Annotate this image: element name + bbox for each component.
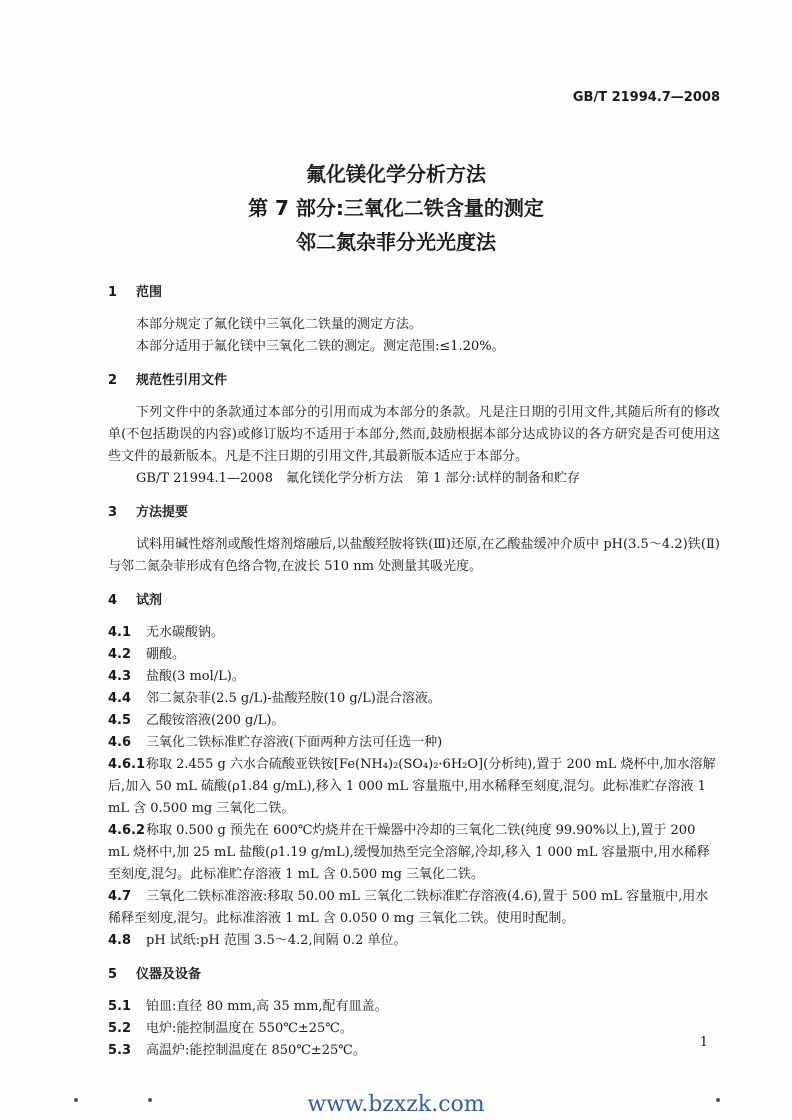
list-item: 4.2 硼酸。 [108,647,186,662]
page-number: 1 [699,1035,708,1050]
list-item: 4.7 三氧化二铁标准溶液:移取 50.00 mL 三氧化二铁标准贮存溶液(4.6),置于 500 mL 容量瓶中,用水稀释至刻度,混匀。此标准溶液 1 mL 含 0.050 0 mg 三氧化二铁。使用时配制。 [108,889,709,926]
section-heading-reagents: 4 试剂 [108,593,163,608]
paragraph: 试料用碱性熔剂或酸性熔剂熔融后,以盐酸羟胺将铁(Ⅲ)还原,在乙酸盐缓冲介质中 pH(3.5～4.2)铁(Ⅱ)与邻二氮杂菲形成有色络合物,在波长 510 nm 处测量其吸光度。 [108,537,720,574]
list-item: 4.5 乙酸铵溶液(200 g/L)。 [108,713,285,728]
section-heading-normative-references: 2 规范性引用文件 [108,373,228,388]
paragraph: 本部分规定了氟化镁中三氧化二铁量的测定方法。 [136,317,423,332]
title-line-2: 第 7 部分:三氧化二铁含量的测定 [248,196,544,220]
list-item: 4.6.2称取 0.500 g 预先在 600℃灼烧并在干燥器中冷却的三氧化二铁(纯度 99.90%以上),置于 200 mL 烧杯中,加 25 mL 盐酸(ρ1.19 g/mL),缓慢加热至完全溶解,冷却,移入 1 000 mL 容量瓶中,用水稀释至刻度,混匀。此标准贮存溶液 1 mL 含 0.500 mg 三氧化二铁。 [108,823,710,882]
watermark-link[interactable]: www.bzxzk.com [307,1092,485,1117]
reference-entry: GB/T 21994.1—2008 氟化镁化学分析方法 第 1 部分:试样的制备和贮存 [136,471,580,486]
list-item: 4.1 无水碳酸钠。 [108,625,225,640]
standard-number: GB/T 21994.7—2008 [572,90,720,105]
section-heading-apparatus: 5 仪器及设备 [108,967,202,982]
list-item: 4.4 邻二氮杂菲(2.5 g/L)-盐酸羟胺(10 g/L)混合溶液。 [108,691,441,706]
list-item: 4.3 盐酸(3 mol/L)。 [108,669,245,684]
paragraph: 本部分适用于氟化镁中三氧化二铁的测定。测定范围:≤1.20%。 [136,339,505,354]
list-item: 5.2 电炉:能控制温度在 550℃±25℃。 [108,1021,353,1036]
paragraph: 下列文件中的条款通过本部分的引用而成为本部分的条款。凡是注日期的引用文件,其随后所有的修改单(不包括勘误的内容)或修订版均不适用于本部分,然而,鼓励根据本部分达成协议的各方研究是否可使用这些文件的最新版本。凡是不注日期的引用文件,其最新版本适应于本部分。 [108,405,720,464]
section-heading-scope: 1 范围 [108,285,163,300]
document-title [0,157,792,259]
list-item: 4.6.1称取 2.455 g 六水合硫酸亚铁铵[Fe(NH₄)₂(SO₄)₂·6H₂O](分析纯),置于 200 mL 烧杯中,加水溶解后,加入 50 mL 硫酸(ρ1.84 g/mL),移入 1 000 mL 容量瓶中,用水稀释至刻度,混匀。此标准贮存溶液 1 mL 含 0.500 mg 三氧化二铁。 [108,757,716,816]
title-line-3: 邻二氮杂菲分光光度法 [296,230,496,254]
list-item: 4.8 pH 试纸:pH 范围 3.5～4.2,间隔 0.2 单位。 [108,933,407,948]
title-line-1: 氟化镁化学分析方法 [306,162,486,186]
list-item: 4.6 三氧化二铁标准贮存溶液(下面两种方法可任选一种) [108,735,443,750]
list-item: 5.3 高温炉:能控制温度在 850℃±25℃。 [108,1043,366,1058]
scan-dot [716,1098,720,1102]
list-item: 5.1 铂皿:直径 80 mm,高 35 mm,配有皿盖。 [108,999,388,1014]
section-heading-method-summary: 3 方法提要 [108,505,189,520]
document-body [108,282,720,1062]
